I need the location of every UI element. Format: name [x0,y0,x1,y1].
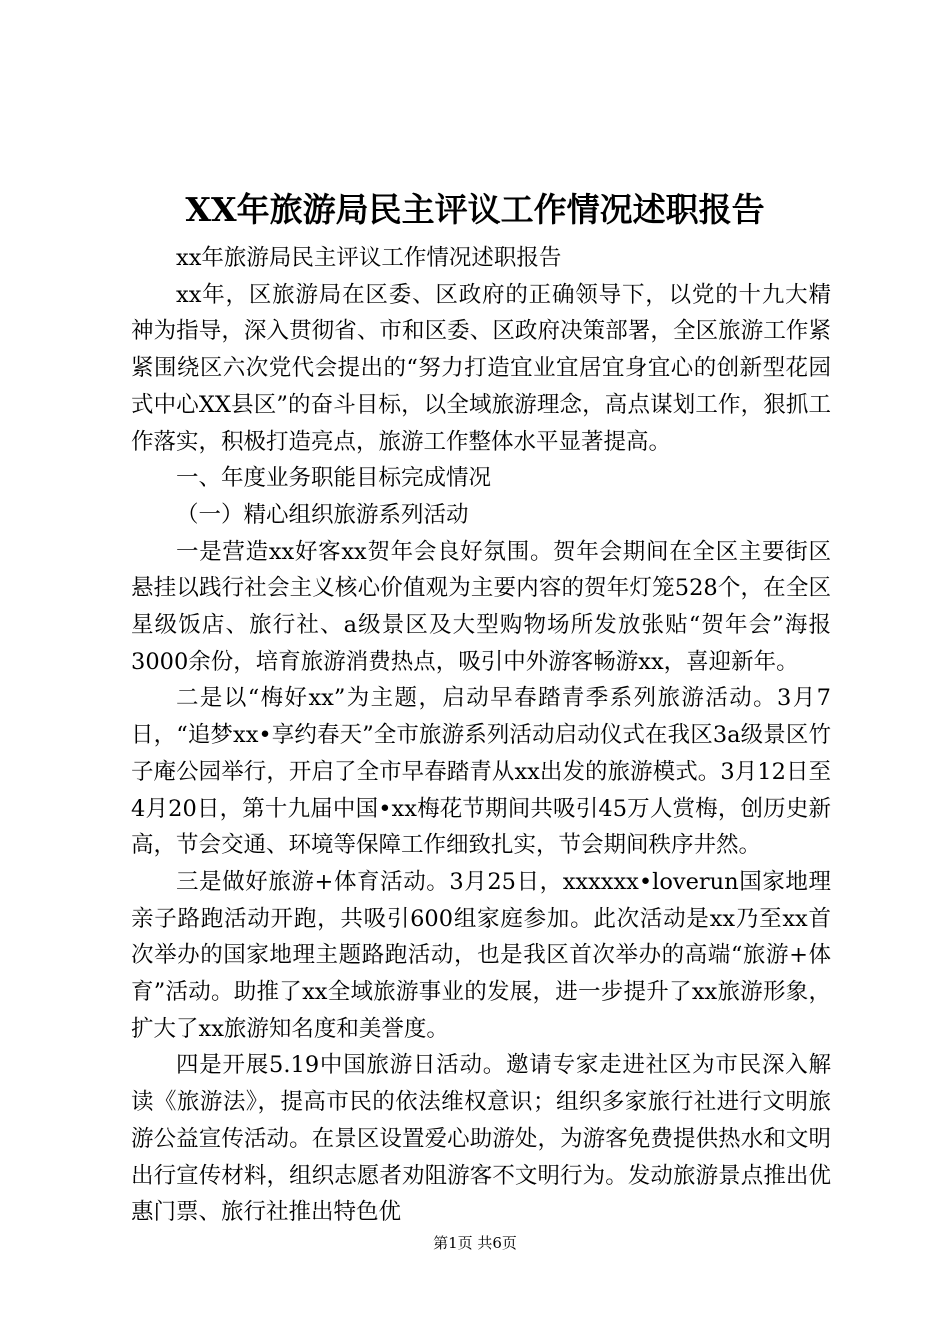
paragraph-item-2: 二是以“梅好xx”为主题，启动早春踏青季系列旅游活动。3月7日，“追梦xx•享约春天”全市旅游系列活动启动仪式在我区3a级景区竹子庵公园举行，开启了全市早春踏青从xx出发的旅游模式。3月12日至4月20日，第十九届中国•xx梅花节期间共吸引45万人赏梅，创历史新高，节会交通、环境等保障工作细致扎实，节会期间秩序井然。 [131,685,831,859]
document-body [131,240,831,1231]
page-footer: 第1页 共6页 [433,1234,517,1252]
section-heading: 一、年度业务职能目标完成情况 [176,465,492,492]
paragraph-item-3: 三是做好旅游+体育活动。3月25日，xxxxxx•loverun国家地理亲子路跑活动开跑，共吸引600组家庭参加。此次活动是xx乃至xx首次举办的国家地理主题路跑活动，也是我区首次举办的高端“旅游+体育”活动。助推了xx全域旅游事业的发展，进一步提升了xx旅游形象，扩大了xx旅游知名度和美誉度。 [131,868,831,1042]
paragraph-item-4: 四是开展5.19中国旅游日活动。邀请专家走进社区为市民深入解读《旅游法》，提高市民的依法维权意识；组织多家旅行社进行文明旅游公益宣传活动。在景区设置爱心助游处，为游客免费提供热水和文明出行宣传材料，组织志愿者劝阻游客不文明行为。发动旅游景点推出优惠门票、旅行社推出特色优 [131,1052,831,1226]
paragraph-subtitle: xx年旅游局民主评议工作情况述职报告 [176,245,562,271]
paragraph-intro: xx年，区旅游局在区委、区政府的正确领导下，以党的十九大精神为指导，深入贯彻省、市和区委、区政府决策部署，全区旅游工作紧紧围绕区六次党代会提出的“努力打造宜业宜居宜身宜心的创新型花园式中心XX县区”的奋斗目标，以全域旅游理念，高点谋划工作，狠抓工作落实，积极打造亮点，旅游工作整体水平显著提高。 [131,281,831,455]
document-title: XX年旅游局民主评议工作情况述职报告 [185,190,765,229]
paragraph-item-1: 一是营造xx好客xx贺年会良好氛围。贺年会期间在全区主要街区悬挂以践行社会主义核心价值观为主要内容的贺年灯笼528个，在全区星级饭店、旅行社、a级景区及大型购物场所发放张贴“贺年会”海报3000余份，培育旅游消费热点，吸引中外游客畅游xx，喜迎新年。 [131,538,831,675]
subsection-heading: （一）精心组织旅游系列活动 [176,501,469,528]
